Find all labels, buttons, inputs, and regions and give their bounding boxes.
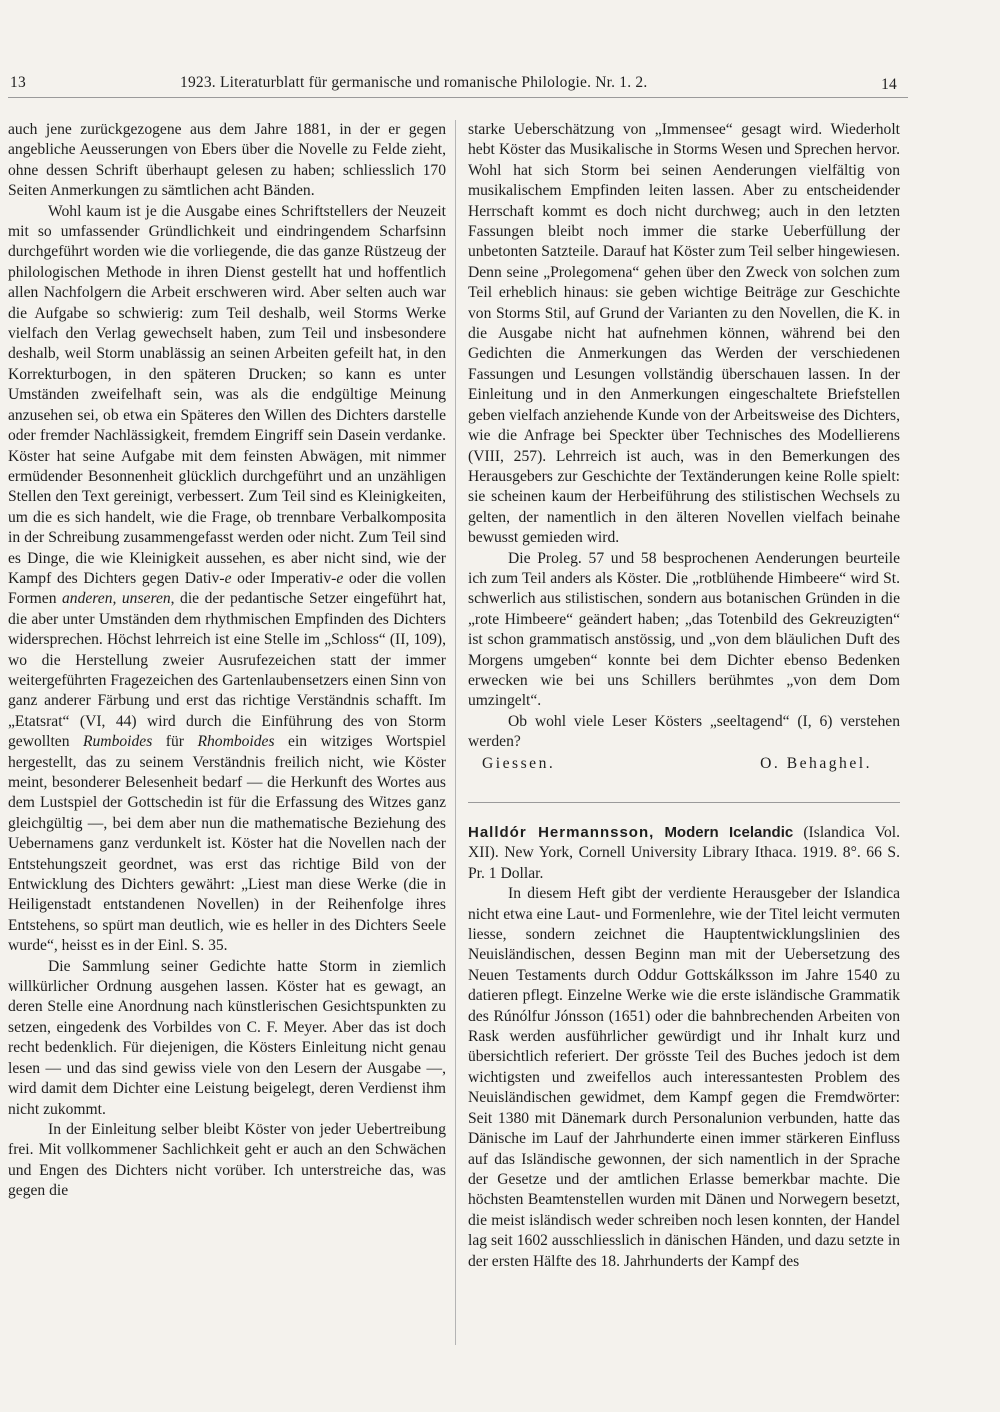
review-separator — [468, 802, 900, 803]
paragraph: Wohl kaum ist je die Ausgabe eines Schriftstellers der Neuzeit mit so umfassender Gründlichkeit und eindringendem Scharfsinn durchgeführt worden wie die vorliegende, die das ganze Rüstzeug der philologischen Methode in ihren Dienst gestellt hat und hoffentlich allen Nachfolgern die Arbeit erschweren wird. Aber selten auch war die Aufgabe so schwierig: zum Teil deshalb, weil Storms Werke vielfach den Verlag gewechselt haben, zum Teil und insbesondere deshalb, weil Storm unablässig an seinen Arbeiten gefeilt hat, in den Korrekturbogen, in den späteren Drucken; so kann es unter Umständen zweifelhaft sein, was als die endgültige Meinung anzusehen sei, ob etwa ein Späteres den Willen des Dichters darstelle oder fremder Nachlässigkeit, fremdem Eingriff sein Dasein verdanke. Köster hat seine Aufgabe mit dem feinsten Abwägen, mit nimmer ermüdender Besonnenheit glücklich durchgeführt und an unzähligen Stellen den Text gereinigt, verbessert. Zum Teil sind es Kleinigkeiten, um die es sich handelt, wie die Frage, ob trennbare Verbalkomposita in der Schreibung zusammengefasst werden oder nicht. Zum Teil sind es Dinge, die wie Kleinigkeit aussehen, es aber nicht sind, wie der Kampf des Dichters gegen Dativ-e oder Imperativ-e oder die vollen Formen anderen, unseren, die der pedantische Setzer eingeführt hat, die aber unter Umständen dem rhythmischen Empfinden des Dichters widersprechen. Höchst lehrreich ist eine Stelle im „Schloss“ (II, 109), wo die Herstellung zweier Ausrufezeichen statt der immer weitergeführten Fragezeichen des Gartenlaubensetzers einen Sinn von ganz anderer Färbung und erst das richtige Verständnis schafft. Im „Etatsrat“ (VI, 44) wird durch die Einführung des von Storm gewollten Rumboides für Rhomboides ein witziges Wortspiel hergestellt, das zu seinem Verständnis freilich nicht, wie Köster meint, besonderer Belesenheit bedarf — die Herkunft des Wortes aus dem Lustspiel der Gottschedin ist für die Erfassung des Witzes ganz gleichgültig —, bei dem aber nun die mathematische Beziehung des Uebernamens ganz verdunkelt ist. Köster hat die Novellen nach der Entstehungszeit geordnet, was erst das richtige Bild von der Entwicklung des Dichters gewährt: „Liest man diese Werke (die in Heiligenstadt entstandenen Novellen) in der Reihenfolge ihres Entstehens, so spürt man deutlich, wie es heller in des Dichters Seele wurde“, heisst es in der Einl. S. 35. — [8, 202, 446, 955]
signature-place: Giessen. — [482, 754, 556, 772]
italic-suffix: e — [336, 569, 344, 587]
review-meta: (Islandica Vol. XII). New York, Cornell University Library Ithaca. 1919. 8°. 66 S. Pr. 1 Dollar. — [468, 824, 900, 882]
italic-forms: anderen, unseren — [61, 590, 171, 608]
italic-suffix: e — [224, 569, 232, 587]
paragraph: Die Sammlung seiner Gedichte hatte Storm in ziemlich willkürlicher Ordnung ausgehen lassen. Köster hat es gewagt, an deren Stelle eine Anordnung nach künstlerischen Gesichtspunkten zu setzen, eingedenk des Vorbildes von C. F. Meyer. Aber das ist doch recht bedenklich. Für diejenigen, die Kösters Einleitung nicht genau lesen — und das sind gewiss viele von den Lesern der Ausgabe —, wird damit dem Dichter eine Leistung beigelegt, deren Verdienst ihm nicht zukommt. — [8, 957, 446, 1118]
paragraph: In der Einleitung selber bleibt Köster von jeder Uebertreibung frei. Mit vollkommener Sachlichkeit geht er auch an den Schwächen und Engen des Dichters nicht vorüber. Ich unterstreiche das, was gegen die — [8, 1120, 446, 1200]
review-author: Halldór Hermannsson, — [468, 824, 655, 841]
column-divider — [455, 120, 456, 1345]
italic-word: Rumboides — [82, 733, 153, 751]
paragraph: In diesem Heft gibt der verdiente Herausgeber der Islandica nicht etwa eine Laut- und Formenlehre, wie der Titel leicht vermuten liesse, sondern zeichnet die Hauptentwicklungslinien des Neuisländischen, dessen Beginn man mit der Uebersetzung des Neuen Testaments durch Oddur Gottskálksson im Jahre 1540 zu datieren pflegt. Einzelne Werke wie die erste isländische Grammatik des Rúnólfur Jónsson (1651) oder die bahnbrechenden Arbeiten von Rask werden ausführlicher gewürdigt und ihr Inhalt kurz und übersichtlich referiert. Der grösste Teil des Buches jedoch ist dem wichtigsten und zweifellos auch interessantesten Problem des Neuisländischen gewidmet, dem Kampf gegen die Fremdwörter: Seit 1380 mit Dänemark durch Personalunion verbunden, hatte das Dänische im Lauf der Jahrhunderte einen immer stärkeren Einfluss auf das Isländische gewonnen, der sich namentlich in der Sprache der Gesetze und der amtlichen Erlasse bemerkbar machte. Die höchsten Beamtenstellen wurden mit Dänen und Norwegern besetzt, die meist isländisch weder schreiben noch lesen konnten, der Handel lag seit 1602 ausschliesslich in dänischen Händen, und dazu setzte in der ersten Hälfte des 18. Jahrhunderts der Kampf des — [468, 885, 900, 1270]
header-rule — [8, 97, 908, 98]
page-number-right: 14 — [881, 76, 897, 93]
page-header — [10, 74, 905, 96]
review-heading — [468, 823, 900, 884]
paragraph: starke Ueberschätzung von „Immensee“ gesagt wird. Wiederholt hebt Köster das Musikalische in Storms Wesen und Sprechen hervor. Wohl hat sich Storm bei seinen Aenderungen vielfältig von musikalischem Empfinden leiten lassen. Aber zu entscheidender Herrschaft kommt es doch nicht durchweg; auch in den letzten Fassungen bleibt noch immer die starke Ueberfüllung der unbetonten Satzteile. Darauf hat Köster zum Teil selber hingewiesen. Denn seine „Prolegomena“ gehen über den Zweck von solchen zum Teil erheblich hinaus: sie geben wichtige Beiträge zur Geschichte von Storms Stil, auf Grund der Varianten zu den Novellen, die K. in die Ausgabe nicht hat aufnehmen können, während bei den Gedichten die Anmerkungen das Werden der verschiedenen Fassungen und Lesungen vollständig überschauen lassen. In der Einleitung und in den Anmerkungen eingeschaltete Briefstellen geben vielfach anziehende Kunde von der Arbeitsweise des Dichters, wie die Anfrage bei Speckter über Technisches des Modellierens (VIII, 257). Lehrreich ist auch, was in den Bemerkungen des Herausgebers zur Geschichte der Textänderungen keine Rolle spielt: sie scheinen kaum der Herbeiführung des stilistischen Wechsels zu gelten, der namentlich in den älteren Novellen vielfach beinahe bewusst gemieden wird. — [468, 121, 900, 547]
signature-name: O. Behaghel. — [760, 754, 872, 772]
paragraph: Die Proleg. 57 und 58 besprochenen Aenderungen beurteile ich zum Teil anders als Köster. Die „rotblühende Himbeere“ wird St. schwerlich aus stilistischen, sondern aus botanischen Gründen in die „rote Himbeere“ geändert haben; „das Totenbild des Gekreuzigten“ ist schon grammatisch anstössig, und „von dem bläulichen Duft des Morgens umgeben“ konnte bei dem Dichter ebenso Bedenken erwecken wie bei uns Schillers berühmtes „von dem Dom umzingelt“. — [468, 549, 900, 710]
page-number-left: 13 — [10, 74, 26, 91]
paragraph: auch jene zurückgezogene aus dem Jahre 1881, in der er gegen angebliche Aeusserungen von Ebers über die Novelle zu Felde zieht, ohne dessen Schrift überhaupt gelesen zu haben; schliesslich 170 Seiten Anmerkungen zu sämtlichen acht Bänden. — [8, 121, 446, 200]
left-column — [8, 120, 446, 1202]
signature-line — [468, 754, 900, 774]
running-title: 1923. Literaturblatt für germanische und romanische Philologie. Nr. 1. 2. — [180, 74, 648, 91]
right-column — [468, 120, 900, 1272]
italic-word: Rhomboides — [197, 733, 275, 751]
review-title: Modern Icelandic — [664, 824, 794, 841]
paragraph: Ob wohl viele Leser Kösters „seeltagend“ (I, 6) verstehen werden? — [468, 712, 900, 751]
